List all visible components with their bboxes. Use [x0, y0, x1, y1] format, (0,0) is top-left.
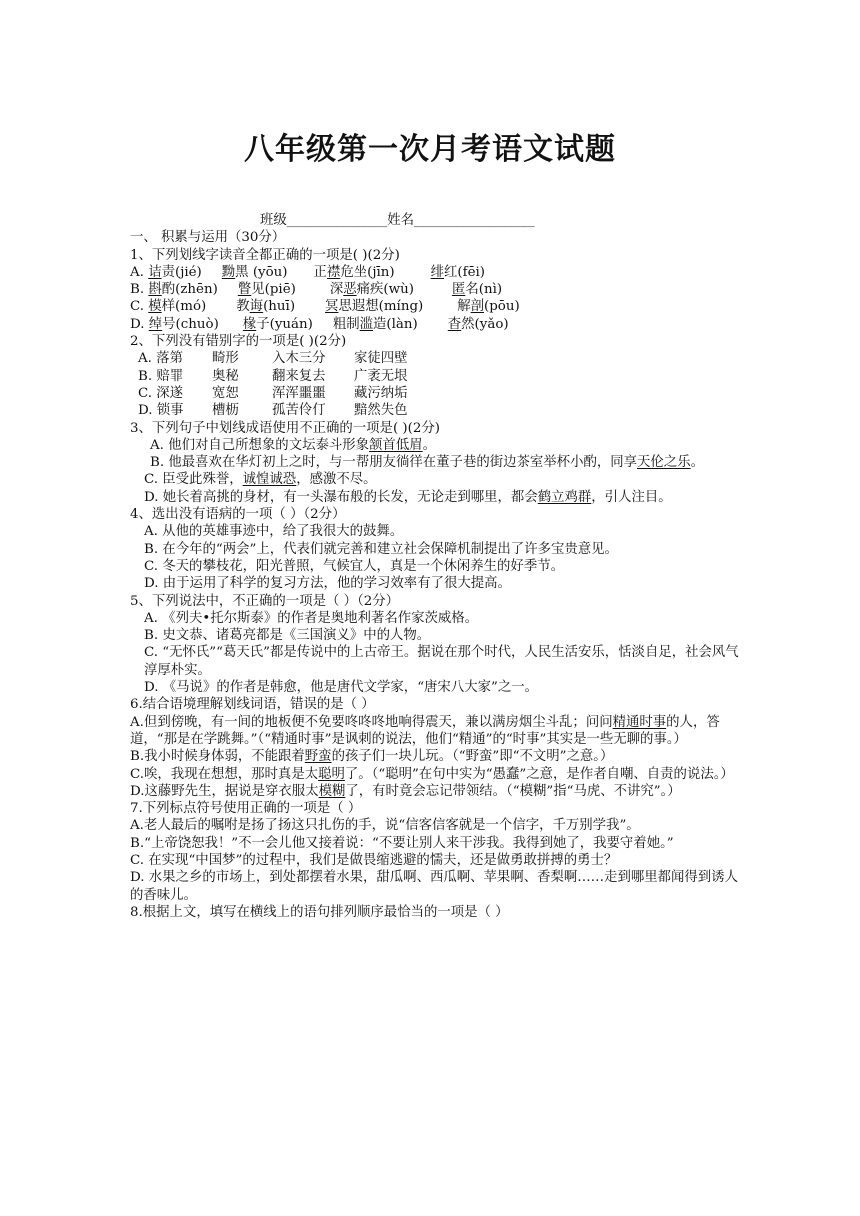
q3-option-a: A. 他们对自己所想象的文坛泰斗形象颔首低眉。	[150, 437, 436, 453]
q2-option-d: D. 锁事 槽枥 孤苦伶仃 黯然失色	[138, 403, 408, 419]
q1-option-b: B. 斟酌(zhēn) 瞥见(piē) 深恶痛疾(wù) 匿名(nì)	[130, 282, 503, 298]
q6-option-b: B.我小时候身体弱，不能跟着野蛮的孩子们一块儿玩。（“野蛮”即“不文明”之意。）	[130, 749, 614, 765]
q3-option-c: C. 臣受此殊誉，诚惶诚恐，感激不尽。	[144, 472, 377, 488]
exam-body	[130, 212, 740, 921]
q4-option-d: D. 由于运用了科学的复习方法，他的学习效率有了很大提高。	[144, 576, 511, 592]
q6-option-d: D.这藤野先生，据说是穿衣服太模糊了，有时竟会忘记带领结。（“模糊”指“马虎、不讲究”。）	[130, 783, 681, 799]
q7-option-a: A.老人最后的嘱咐是扬了扬这只扎伤的手，说“信客信客就是一个信字，千万别学我”。	[130, 818, 640, 834]
q6-stem: 6.结合语境理解划线词语，错误的是（ ）	[130, 697, 375, 713]
q1-option-c: C. 模样(mó) 教诲(huī) 冥思遐想(míng) 解剖(pōu)	[130, 299, 520, 315]
q5-option-b: B. 史文恭、诸葛亮都是《三国演义》中的人物。	[144, 628, 431, 644]
q1-stem: 1、下列划线字读音全都正确的一项是( )(2分)	[130, 247, 400, 263]
name-blank: __________________	[414, 213, 535, 228]
q2-option-b: B. 赔罪 奥秘 翻来复去 广袤无垠	[138, 368, 408, 384]
q2-stem: 2、下列没有错别字的一项是( )(2分)	[130, 334, 347, 350]
class-blank: _______________	[286, 213, 388, 228]
q3-option-b: B. 他最喜欢在华灯初上之时，与一帮朋友徜徉在董子巷的街边茶室举杯小酌，同享天伦之乐。	[150, 455, 704, 471]
q5-stem: 5、下列说法中，不正确的一项是（ ）（2分）	[130, 593, 400, 609]
q7-option-b: B.“上帝饶恕我！”不一会儿他又接着说：“不要让别人来干涉我。我得到她了，我要守着她。”	[130, 835, 674, 851]
class-label: 班级	[260, 213, 287, 228]
q5-option-d: D. 《马说》的作者是韩愈，他是唐代文学家，“唐宋八大家”之一。	[144, 680, 539, 696]
q1-option-d: D. 绰号(chuò) 椽子(yuán) 粗制滥造(làn) 杳然(yǎo)	[130, 316, 509, 332]
q4-option-b: B. 在今年的“两会”上，代表们就完善和建立社会保障机制提出了许多宝贵意见。	[144, 541, 618, 557]
section-heading: 一、 积累与运用（30分）	[130, 230, 286, 246]
q5-option-c: C. “无怀氏”“葛天氏”都是传说中的上古帝王。据说在那个时代，人民生活安乐，恬淡自足，社会风气淳厚朴实。	[144, 645, 739, 678]
q2-option-a: A. 落第 畸形 入木三分 家徒四壁	[138, 351, 408, 367]
q4-stem: 4、选出没有语病的一项（ ）（2分）	[130, 507, 346, 523]
q7-option-d: D. 水果之乡的市场上，到处都摆着水果，甜瓜啊、西瓜啊、苹果啊、香梨啊……走到哪里都闻得到诱人的香味儿。	[130, 870, 738, 903]
q2-option-c: C. 深遂 宽恕 浑浑噩噩 藏污纳垢	[138, 385, 408, 401]
q7-stem: 7.下列标点符号使用正确的一项是（ ）	[130, 801, 362, 817]
page-title: 八年级第一次月考语文试题	[244, 132, 616, 167]
q5-option-a: A. 《列夫•托尔斯泰》的作者是奥地利著名作家茨威格。	[144, 610, 479, 626]
class-name-line	[130, 212, 740, 229]
q4-option-a: A. 从他的英雄事迹中，给了我很大的鼓舞。	[144, 524, 404, 540]
q4-option-c: C. 冬天的攀枝花，阳光普照，气候宜人，真是一个休闲养生的好季节。	[144, 558, 564, 574]
q7-option-c: C. 在实现“中国梦”的过程中，我们是做畏缩逃避的懦夫，还是做勇敢拼搏的勇士？	[130, 852, 618, 868]
q6-option-a: A.但到傍晚，有一间的地板便不免要咚咚咚地响得震天，兼以满房烟尘斗乱；问问精通时事的人，答道，“那是在学跳舞。”（“精通时事”是讽刺的说法，他们“精通”的“时事”其实是一些无聊的事。）	[130, 714, 720, 747]
q6-option-c: C.唉，我现在想想，那时真是太聪明了。（“聪明”在句中实为“愚蠢”之意，是作者自嘲、自责的说法。）	[130, 766, 734, 782]
q3-stem: 3、下列句子中划线成语使用不正确的一项是( )(2分)	[130, 420, 441, 436]
name-label: 姓名	[387, 213, 414, 228]
q1-option-a: A. 诘责(jié) 黝黑 (yōu) 正襟危坐(jīn) 绯红(fēi)	[130, 264, 486, 280]
q8-stem: 8.根据上文，填写在横线上的语句排列顺序最恰当的一项是（ ）	[130, 904, 509, 920]
q3-option-d: D. 她长着高挑的身材，有一头瀑布般的长发，无论走到哪里，都会鹤立鸡群，引人注目。	[144, 489, 672, 505]
